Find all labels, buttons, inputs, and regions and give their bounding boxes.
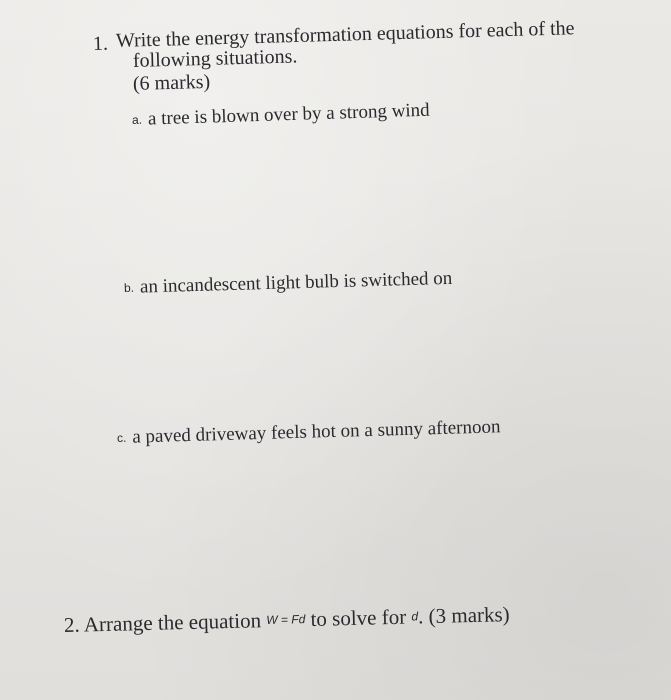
question-1b-letter: b.: [123, 280, 135, 295]
question-2-suffix: . (3 marks): [417, 602, 510, 629]
question-2-variable: d: [411, 609, 419, 624]
question-1a: [132, 100, 430, 131]
question-1c: [117, 416, 501, 449]
question-1c-text: a paved driveway feels hot on a sunny afternoon: [132, 416, 501, 448]
question-1b-text: an incandescent light bulb is switched on: [139, 267, 453, 298]
question-2-prefix: 2. Arrange the equation: [63, 608, 262, 637]
question-1a-letter: a.: [131, 112, 143, 127]
question-1c-letter: c.: [116, 430, 127, 445]
question-1-text-line-2: following situations.: [132, 45, 298, 72]
question-1-number: 1.: [92, 32, 109, 55]
question-1-marks: (6 marks): [132, 70, 211, 95]
question-2: [64, 602, 510, 638]
question-1-text-line-1: Write the energy transformation equations for each of the: [115, 17, 575, 52]
question-1b: [124, 268, 453, 299]
question-2-middle: to solve for: [310, 604, 407, 631]
question-2-equation: W = Fd: [266, 612, 306, 628]
question-1a-text: a tree is blown over by a strong wind: [147, 99, 430, 130]
